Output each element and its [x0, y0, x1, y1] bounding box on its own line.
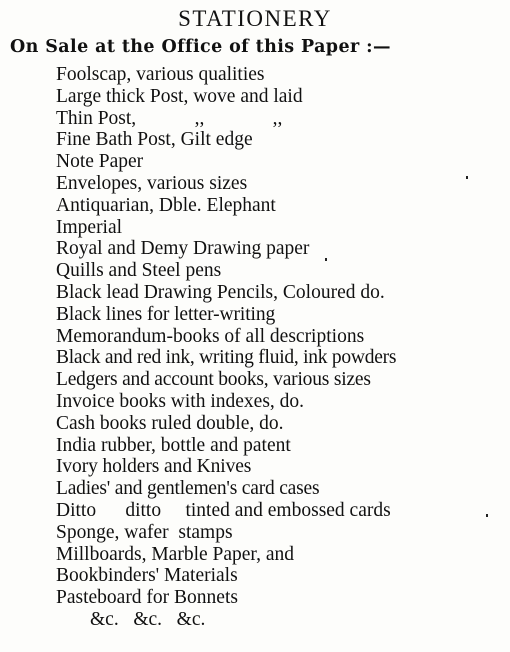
list-item: Note Paper	[56, 151, 144, 173]
list-item: Foolscap, various qualities	[56, 64, 265, 85]
list-item: Sponge, wafer stamps	[56, 521, 233, 543]
page-title: STATIONERY	[178, 6, 332, 31]
subheading: On Sale at the Office of this Paper :—	[10, 37, 391, 57]
closing-etcetera: &c. &c. &c.	[90, 608, 206, 630]
list-item: Quills and Steel pens	[56, 260, 222, 282]
list-item: Black and red ink, writing fluid, ink powders	[56, 347, 397, 369]
list-item: Imperial	[56, 216, 123, 238]
list-item: Envelopes, various sizes	[56, 172, 248, 194]
list-item: Cash books ruled double, do.	[56, 412, 284, 434]
list-item: Ivory holders and Knives	[56, 456, 252, 478]
list-item: Invoice books with indexes, do.	[56, 390, 305, 412]
ink-speck	[486, 514, 488, 517]
list-item: Memorandum-books of all descriptions	[56, 325, 365, 347]
list-item: Bookbinders' Materials	[56, 565, 238, 587]
ink-speck	[325, 258, 327, 261]
list-item: Royal and Demy Drawing paper	[56, 238, 310, 260]
list-item: Black lead Drawing Pencils, Coloured do.	[56, 281, 385, 303]
stationery-list	[56, 64, 396, 631]
list-item: Antiquarian, Dble. Elephant	[56, 194, 276, 216]
list-item: Ladies' and gentlemen's card cases	[56, 478, 320, 500]
list-item: Ledgers and account books, various sizes	[56, 369, 371, 391]
list-item: Black lines for letter-writing	[56, 303, 276, 325]
list-item: Fine Bath Post, Gilt edge	[56, 129, 253, 151]
ink-speck	[466, 176, 468, 179]
list-item: Thin Post, ,, ,,	[56, 107, 283, 129]
list-item: Large thick Post, wove and laid	[56, 85, 303, 107]
list-item: India rubber, bottle and patent	[56, 434, 291, 456]
list-item: Ditto ditto tinted and embossed cards	[56, 499, 391, 521]
list-item: Pasteboard for Bonnets	[56, 587, 238, 609]
list-item: Millboards, Marble Paper, and	[56, 543, 295, 565]
